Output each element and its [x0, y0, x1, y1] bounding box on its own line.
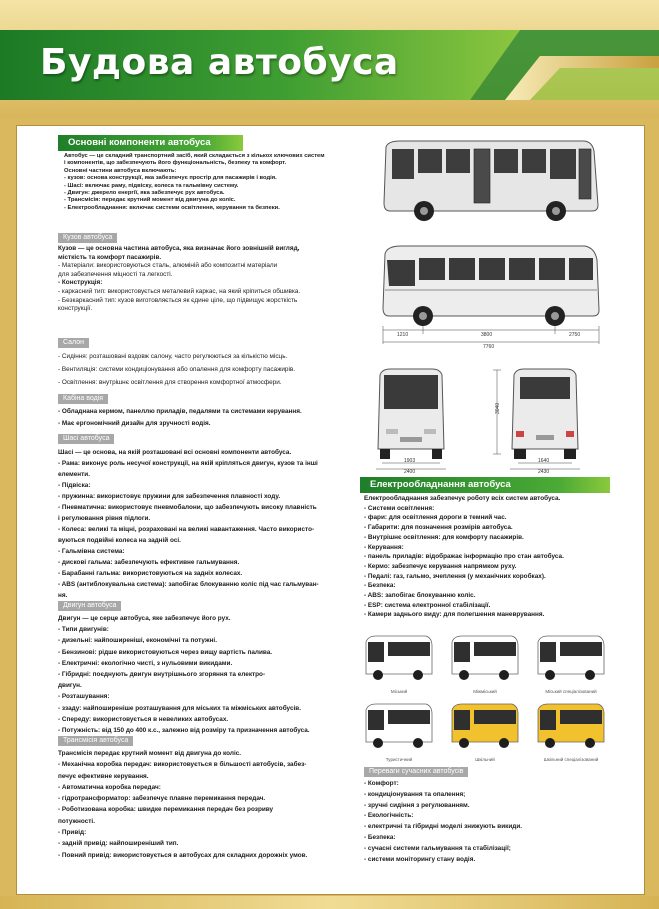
dim-rear-overhang: 2750 — [569, 332, 581, 338]
chassis-line: - пружинна: використовує пружини для забезпечення плавності ходу. — [58, 493, 281, 500]
bus-side-view-dimensions — [375, 240, 607, 350]
chassis-line: елементи. — [58, 471, 90, 478]
transmission-text — [58, 748, 307, 861]
dim-front-width: 2400 — [404, 469, 416, 473]
electrical-line: - Габарити: для позначення розмірів автобуса. — [364, 524, 513, 532]
advantages-heading: Переваги сучасних автобусів — [364, 767, 468, 777]
bus-type-caption: Шкільний спеціалізований — [543, 757, 599, 762]
engine-text — [58, 613, 310, 736]
height-dimension — [490, 368, 504, 458]
window — [392, 149, 414, 179]
transmission-line: - Роботизована коробка: швидке перемикання передач без розриву — [58, 806, 274, 814]
body-line: - Конструкція: — [58, 279, 103, 287]
chassis-line: Шасі — це основа, на якій розташовані всі основні компоненти автобуса. — [58, 449, 292, 456]
dim-rear-track: 1640 — [538, 458, 550, 464]
bus-type-caption: Шкільний — [475, 757, 495, 762]
electrical-line: - ABS: запобігає блокуванню коліс. — [364, 592, 476, 600]
overview-heading: Основні компоненти автобуса — [58, 135, 243, 151]
electrical-line: - Кермо: забезпечує керування напрямком руху. — [364, 562, 517, 570]
electrical-line: - ESP: система електронної стабілізації. — [364, 601, 491, 609]
bus-rear-view — [506, 365, 584, 473]
electrical-line: - фари: для освітлення дороги в темний час. — [364, 514, 507, 522]
cabin-line: - Обладнана кермом, панеллю приладів, педалями та системами керування. — [58, 408, 302, 415]
body-line: конструкції. — [58, 305, 93, 313]
salon-line: - Освітлення: внутрішнє освітлення для створення комфортної атмосфери. — [58, 379, 282, 386]
electrical-line: - Безпека: — [364, 582, 396, 590]
electrical-line: Електрообладнання забезпечує роботу всіх систем автобуса. — [364, 495, 561, 502]
windshield — [384, 375, 438, 409]
electrical-heading: Електрообладнання автобуса — [360, 477, 610, 493]
electrical-line: - Внутрішнє освітлення: для комфорту пасажирів. — [364, 533, 524, 541]
header-banner — [0, 0, 659, 118]
chassis-line: - ABS (антиблокувальна система): запобігає блокуванню коліс під час гальмуван- — [58, 581, 319, 588]
cabin-heading: Кабіна водія — [58, 394, 108, 404]
engine-line: - Бензинові: рідше використовуються через вищу вартість палива. — [58, 648, 273, 656]
salon-line: - Вентиляція: системи кондиціонування або опалення для комфорту пасажирів. — [58, 366, 296, 373]
chassis-line: вуються подвійні колеса на задній осі. — [58, 537, 181, 544]
engine-line: - ззаду: найпоширеніше розташування для міських та міжміських автобусів. — [58, 704, 301, 712]
engine-line: - дизельні: найпоширеніші, економічні та потужні. — [58, 637, 217, 645]
bus-type-illustration — [360, 632, 438, 686]
dim-height: 3040 — [495, 402, 501, 414]
dim-rear-width: 2430 — [538, 469, 550, 473]
overview-line: - кузов: основа конструкції, яка забезпечує простір для пасажирів і водія. — [64, 175, 277, 182]
bus-type-illustration — [446, 632, 524, 686]
electrical-line: - Камери заднього виду: для полегшення маневрування. — [364, 611, 545, 619]
dim-front-overhang: 1210 — [397, 332, 409, 338]
bus-type-caption: Туристичний — [385, 757, 413, 762]
transmission-heading: Трансмісія автобуса — [58, 736, 133, 746]
electrical-line: - панель приладів: відображає інформацію про стан автобуса. — [364, 553, 564, 561]
electrical-line: - Системи освітлення: — [364, 504, 435, 512]
cabin-text — [58, 406, 302, 430]
rear-window — [520, 377, 570, 399]
advantages-line: - Безпека: — [364, 833, 396, 841]
transmission-line: Трансмісія передає крутний момент від двигуна до коліс. — [58, 750, 242, 757]
overview-line: - Двигун: джерело енергії, яка забезпечує рух автобуса. — [64, 190, 225, 197]
overview-line: - Електрообладнання: включає системи освітлення, керування та безпеки. — [64, 204, 280, 211]
body-line: - Безкаркасний тип: кузов виготовляється як єдине ціле, що підвищує жорсткість — [58, 296, 298, 304]
transmission-line: - задній привід: найпоширеніший тип. — [58, 840, 179, 848]
overview-line: Автобус — це складний транспортний засіб, який складається з кількох ключових систем — [64, 153, 325, 159]
chassis-line: - Гальмівна система: — [58, 548, 125, 555]
engine-line: двигун. — [58, 682, 82, 690]
chassis-line: - дискові гальма: забезпечують ефективне гальмування. — [58, 559, 240, 566]
cabin-line: - Має ергономічний дизайн для зручності водія. — [58, 420, 211, 427]
advantages-line: - зручні сидіння з регулюванням. — [364, 801, 470, 809]
dim-length: 7760 — [483, 344, 495, 350]
bus-type-illustration — [360, 700, 438, 754]
chassis-line: - Рама: виконує роль несучої конструкції, на якій кріпляться двигун, кузов та інші — [58, 460, 318, 467]
advantages-line: - кондиціонування та опалення; — [364, 790, 466, 798]
transmission-line: - Повний привід: використовується в автобусах для складних дорожніх умов. — [58, 851, 308, 859]
body-heading: Кузов автобуса — [58, 233, 117, 243]
body-text — [58, 245, 300, 314]
bus-type-caption: Міжміський — [473, 689, 497, 694]
engine-line: - Електричні: екологічно чисті, з нульовими викидами. — [58, 659, 233, 667]
electrical-line: - Керування: — [364, 543, 404, 551]
salon-heading: Салон — [58, 338, 89, 348]
engine-line: - Типи двигунів: — [58, 626, 109, 634]
bus-front-view — [372, 365, 450, 473]
overview-line: - Шасі: включає раму, підвіску, колеса та гальмівну систему. — [64, 182, 239, 189]
advantages-line: - Комфорт: — [364, 780, 399, 787]
engine-line: - Потужність: від 150 до 400 к.с., залежно від розміру та призначення автобуса. — [58, 727, 310, 735]
door — [474, 149, 490, 203]
chassis-line: і регулювання рівня підлоги. — [58, 515, 151, 522]
dim-wheelbase: 3800 — [481, 332, 493, 338]
bus-type-caption: Міський спеціалізований — [545, 689, 597, 694]
engine-line: - Гібридні: поєднують двигун внутрішнього згоряння та електро- — [58, 671, 266, 679]
chassis-line: - Пневматична: використовує пневмобалони, що забезпечують високу плавність — [58, 504, 317, 511]
transmission-line: - Автоматична коробка передач: — [58, 783, 161, 791]
electrical-line: - Педалі: газ, гальмо, зчеплення (у механічних коробках). — [364, 572, 546, 580]
salon-text — [58, 350, 295, 389]
footer-band — [0, 896, 659, 909]
bus-side-view-closed — [378, 135, 608, 225]
bus-type-caption: Міський — [390, 689, 408, 694]
bus-type-illustration — [446, 700, 524, 754]
engine-line: Двигун — це серце автобуса, яке забезпечує його рух. — [58, 615, 231, 622]
transmission-line: - гідротрансформатор: забезпечує плавне перемикання передач. — [58, 795, 266, 803]
advantages-line: - електричні та гібридні моделі знижують викиди. — [364, 823, 523, 831]
chassis-line: - Підвіска: — [58, 482, 91, 489]
chassis-line: - Барабанні гальма: використовуються на задніх колесах. — [58, 570, 243, 577]
body-line: - каркасний тип: використовується металевий каркас, на який кріпиться обшивка. — [58, 287, 301, 295]
body-line: місткість та комфорт пасажирів. — [58, 253, 162, 261]
advantages-text — [364, 779, 522, 865]
transmission-line: - Привід: — [58, 829, 87, 837]
body-line: Кузов — це основна частина автобуса, яка визначає його зовнішній вигляд, — [58, 245, 300, 252]
poster-title: Будова автобуса — [40, 42, 399, 83]
transmission-line: - Механічна коробка передач: використовується в більшості автобусів, забез- — [58, 761, 307, 769]
advantages-line: - системи моніторингу стану водія. — [364, 855, 476, 863]
body-line: - Матеріали: використовуються сталь, алюміній або композитні матеріали — [58, 262, 278, 270]
transmission-line: потужності. — [58, 817, 95, 825]
salon-line: - Сидіння: розташовані вздовж салону, часто регулюються за кількістю місць. — [58, 353, 288, 360]
overview-line: Основні частини автобуса включають: — [64, 167, 177, 174]
transmission-line: печує ефективне керування. — [58, 772, 149, 780]
bus-type-illustration — [532, 632, 610, 686]
chassis-heading: Шасі автобуса — [58, 434, 114, 444]
chassis-text — [58, 447, 319, 601]
advantages-line: - сучасні системи гальмування та стабілізації; — [364, 844, 511, 852]
engine-heading: Двигун автобуса — [58, 601, 121, 611]
electrical-text — [364, 494, 564, 620]
bus-type-illustration — [532, 700, 610, 754]
dim-front-track: 1903 — [404, 458, 416, 464]
engine-line: - Розташування: — [58, 693, 110, 701]
engine-line: - Спереду: використовується в невеликих автобусах. — [58, 715, 229, 723]
overview-line: і компонентів, що забезпечують його функціональність, безпеку та комфорт. — [64, 160, 287, 167]
chassis-line: - Колеса: великі та міцні, розраховані на великі навантаження. Часто використо- — [58, 526, 315, 533]
advantages-line: - Екологічність: — [364, 812, 414, 820]
body-line: для забезпечення міцності та легкості. — [58, 270, 173, 278]
chassis-line: ня. — [58, 592, 68, 599]
overview-line: - Трансмісія: передає крутний момент від двигуна до коліс. — [64, 197, 236, 204]
overview-text — [64, 153, 325, 212]
